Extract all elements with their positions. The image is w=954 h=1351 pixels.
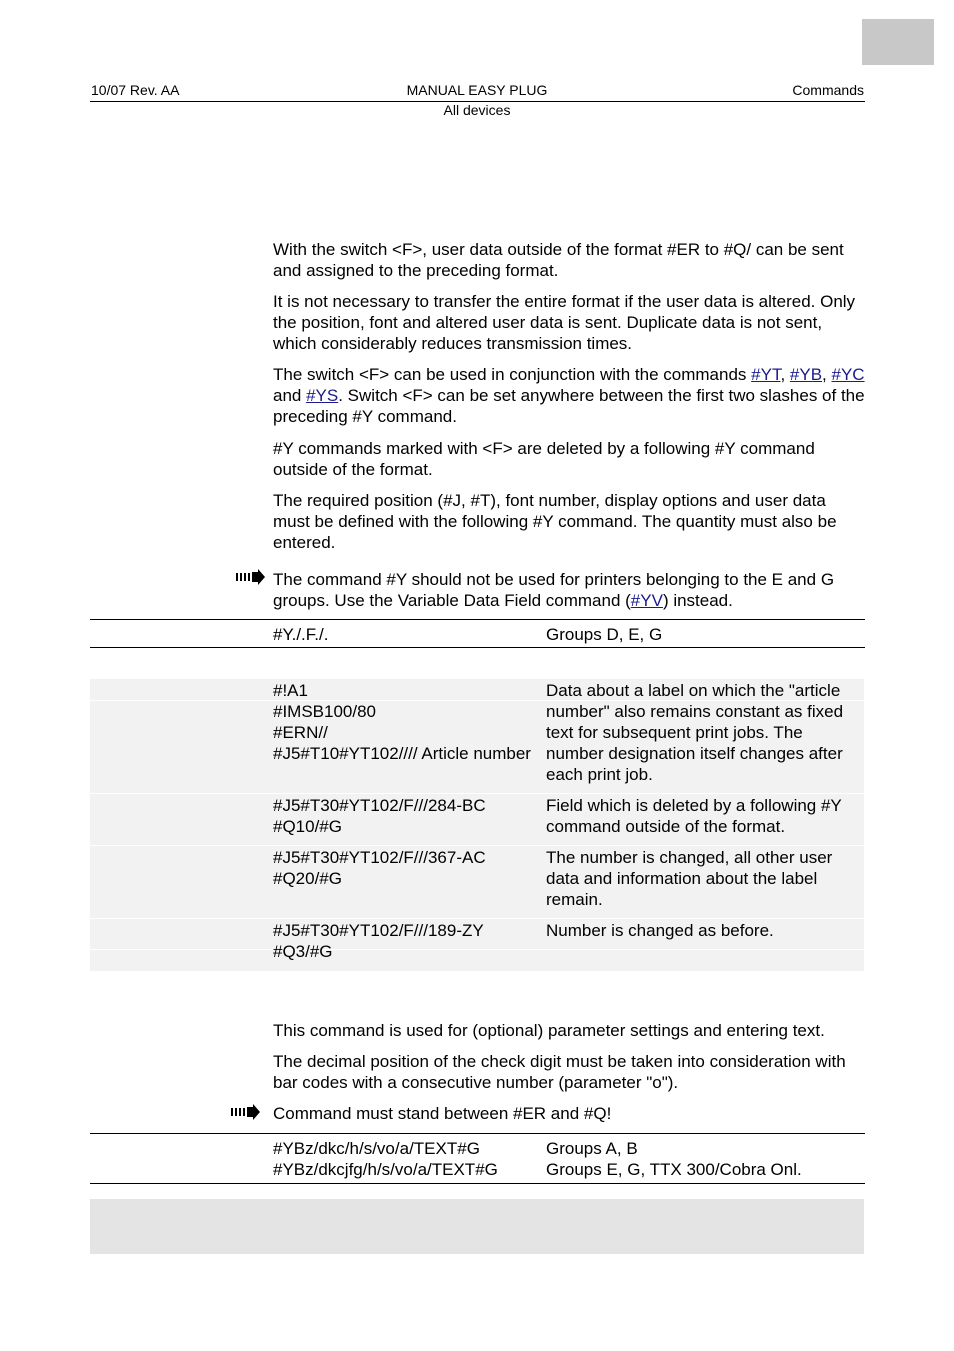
paragraph-transfer: It is not necessary to transfer the entire format if the user data is altered. Only the position, font and altered user data is sent. Duplicate data is not sent, which considerably reduces transmission times. bbox=[273, 292, 856, 353]
syntax2-groups: Groups A, B Groups E, G, TTX 300/Cobra Onl. bbox=[546, 1139, 802, 1179]
syntax-rule-bottom bbox=[90, 647, 865, 648]
example-code: #J5#T30#YT102/F///284-BC #Q10/#G bbox=[273, 796, 486, 836]
link-yc[interactable]: #YC bbox=[831, 365, 865, 384]
syntax-groups: Groups D, E, G bbox=[546, 625, 663, 644]
paragraph-deleted: #Y commands marked with <F> are deleted by a following #Y command outside of the format. bbox=[273, 439, 815, 479]
paragraph-switch-f: With the switch <F>, user data outside of the format #ER to #Q/ can be sent and assigned to the preceding format. bbox=[273, 240, 844, 280]
header-subtitle: All devices bbox=[443, 102, 511, 118]
link-yb[interactable]: #YB bbox=[789, 365, 823, 384]
example-description: Data about a label on which the "article number" also remains constant as fixed text for subsequent print jobs. The number designation itself changes after each print job. bbox=[546, 681, 844, 784]
example-code: #J5#T30#YT102/F///189-ZY #Q3/#G bbox=[273, 921, 484, 961]
syntax2-rule-top bbox=[90, 1133, 865, 1134]
example-description: Field which is deleted by a following #Y command outside of the format. bbox=[546, 796, 842, 836]
paragraph-required: The required position (#J, #T), font number, display options and user data must be defined with the following #Y command. The quantity must also be entered. bbox=[273, 491, 837, 552]
link-ys[interactable]: #YS bbox=[306, 386, 339, 405]
example-code: #!A1 #IMSB100/80 #ERN// #J5#T10#YT102//// Article number bbox=[273, 681, 531, 763]
example-description: The number is changed, all other user data and information about the label remain. bbox=[546, 848, 833, 909]
syntax2-rule-bottom bbox=[90, 1183, 865, 1184]
parameter-table-header bbox=[90, 1199, 864, 1254]
header-section: Commands bbox=[792, 82, 864, 98]
note-e-g-groups: The command #Y should not be used for printers belonging to the E and G groups. Use the Variable Data Field command (#YV) instead. bbox=[273, 570, 835, 610]
pointing-hand-icon bbox=[236, 569, 266, 585]
syntax2-commands: #YBz/dkc/h/s/vo/a/TEXT#G #YBz/dkcjfg/h/s/vo/a/TEXT#G bbox=[273, 1139, 498, 1179]
paragraph-check-digit: The decimal position of the check digit must be taken into consideration with bar codes with a consecutive number (parameter "o"). bbox=[273, 1052, 846, 1092]
note-er-q: Command must stand between #ER and #Q! bbox=[273, 1104, 612, 1123]
link-yv[interactable]: #YV bbox=[630, 591, 663, 610]
page-corner-tab bbox=[862, 19, 934, 65]
example-code: #J5#T30#YT102/F///367-AC #Q20/#G bbox=[273, 848, 486, 888]
link-yt[interactable]: #YT bbox=[751, 365, 781, 384]
example-description: Number is changed as before. bbox=[546, 921, 774, 940]
header-title: MANUAL EASY PLUG bbox=[406, 82, 548, 98]
syntax-command: #Y./.F./. bbox=[273, 625, 329, 644]
pointing-hand-icon bbox=[231, 1104, 261, 1120]
syntax-rule-top bbox=[90, 619, 865, 620]
paragraph-yb-purpose: This command is used for (optional) parameter settings and entering text. bbox=[273, 1021, 825, 1040]
header-revision: 10/07 Rev. AA bbox=[91, 82, 180, 98]
paragraph-conjunction: The switch <F> can be used in conjunction with the commands #YT, #YB, #YC and #YS. Switch <F> can be set anywhere between the first two slashes of the preceding #Y command. bbox=[273, 365, 865, 426]
